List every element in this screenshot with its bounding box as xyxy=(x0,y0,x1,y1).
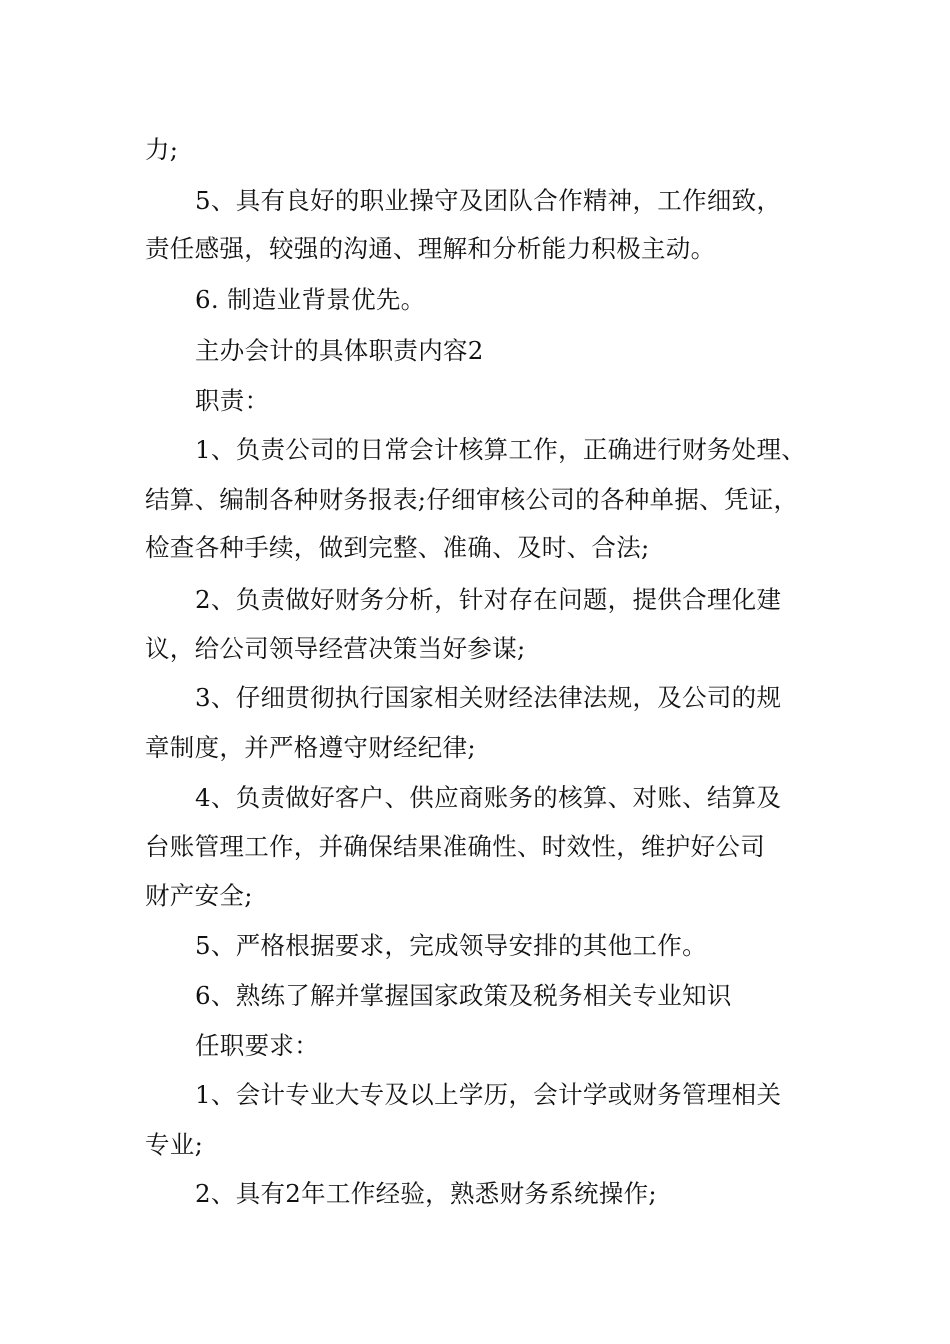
text-line: 议，给公司领导经营决策当好参谋; xyxy=(145,634,526,663)
text-line: 结算、编制各种财务报表;仔细审核公司的各种单据、凭证， xyxy=(145,485,799,514)
text-line: 专业; xyxy=(145,1130,204,1159)
text-line: 力; xyxy=(145,135,179,164)
text-line: 2、负责做好财务分析，针对存在问题，提供合理化建 xyxy=(195,585,782,614)
text-line: 1、会计专业大专及以上学历，会计学或财务管理相关 xyxy=(195,1080,782,1109)
text-line: 2、具有2年工作经验，熟悉财务系统操作; xyxy=(195,1179,657,1208)
text-line: 6. 制造业背景优先。 xyxy=(195,285,426,314)
text-line: 5、具有良好的职业操守及团队合作精神，工作细致， xyxy=(195,186,782,215)
text-line: 6、熟练了解并掌握国家政策及税务相关专业知识 xyxy=(195,981,732,1010)
text-line: 责任感强，较强的沟通、理解和分析能力积极主动。 xyxy=(145,234,716,263)
subheading: 职责： xyxy=(195,386,270,415)
text-line: 台账管理工作，并确保结果准确性、时效性，维护好公司 xyxy=(145,832,765,861)
text-line: 检查各种手续，做到完整、准确、及时、合法; xyxy=(145,533,650,562)
text-line: 财产安全; xyxy=(145,881,253,910)
text-line: 4、负责做好客户、供应商账务的核算、对账、结算及 xyxy=(195,783,782,812)
subheading: 任职要求： xyxy=(195,1031,319,1060)
text-line: 3、仔细贯彻执行国家相关财经法律法规，及公司的规 xyxy=(195,683,782,712)
text-line: 5、严格根据要求，完成领导安排的其他工作。 xyxy=(195,931,707,960)
section-heading: 主办会计的具体职责内容2 xyxy=(195,336,484,365)
text-line: 1、负责公司的日常会计核算工作，正确进行财务处理、 xyxy=(195,435,807,464)
text-line: 章制度，并严格遵守财经纪律; xyxy=(145,733,476,762)
